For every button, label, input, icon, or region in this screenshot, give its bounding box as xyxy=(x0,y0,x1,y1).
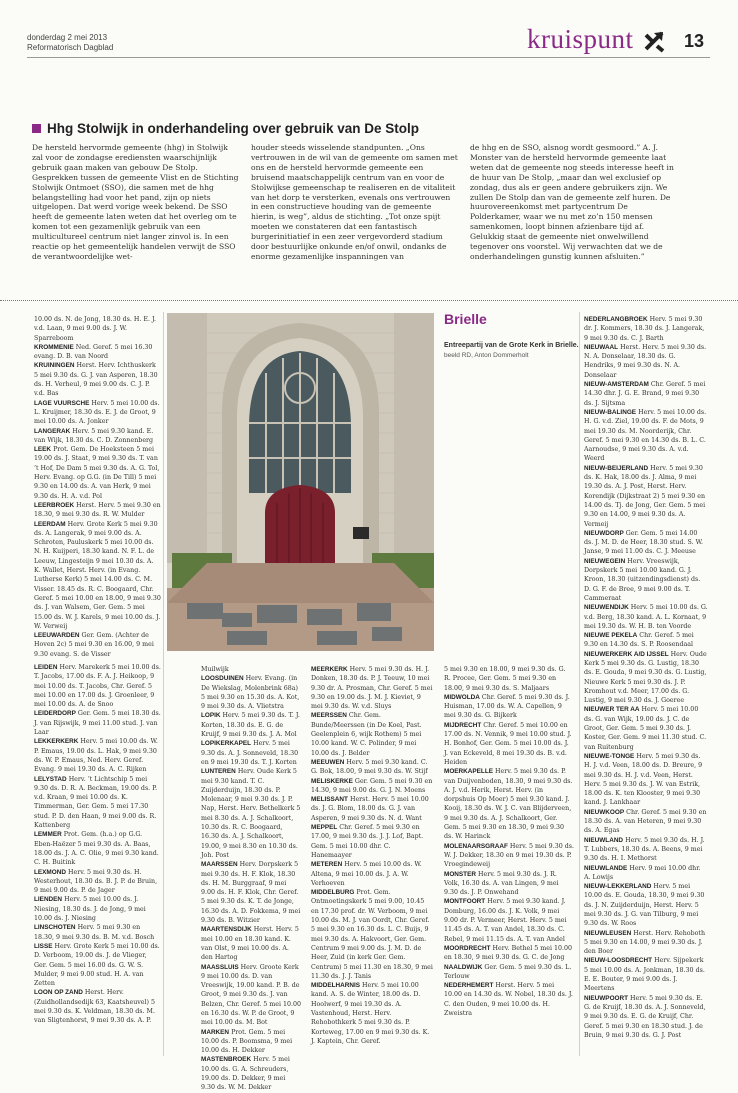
listing-text: Herv. 5 mei 10.00 ds. G. A. Schreuders, 19.00 ds. D. Dekker, 9 mei 9.30 ds. W. M. Dekker xyxy=(201,1056,290,1092)
listing-entry xyxy=(584,752,708,808)
listing-text: Chr. Geref. 5 mei 9.30 ds. J. Huisman, 17.00 ds. W. A. Capellen, 9 mei 9.30 ds. G. Bijkerk xyxy=(444,693,570,720)
listing-place: MIDDELHARNIS xyxy=(311,982,360,990)
listing-entry xyxy=(201,860,301,925)
listing-place: NEDERLANGBROEK xyxy=(584,316,648,323)
listing-place: METEREN xyxy=(311,861,343,869)
listing-entry xyxy=(34,775,161,831)
listing-place: MELISKERKE xyxy=(311,777,353,785)
listing-entry xyxy=(34,501,161,520)
listing-entry xyxy=(34,315,161,343)
listing-entry xyxy=(311,665,433,711)
listing-entry xyxy=(34,520,161,632)
listing-text: Herv. 5 mei 9.30 ds. J. R. Volk, 16.30 ds. A. van Lingen, 9 mei 9.30 ds. J. P. Onwehand xyxy=(444,870,559,897)
listing-place: MAARTENSDIJK xyxy=(201,926,252,934)
listing-place: LAGE VUURSCHE xyxy=(34,399,90,407)
listing-column-3 xyxy=(311,665,433,1059)
listing-text: Herst. Herv. 5 mei 9.30 ds. N. A. Donselaar, 18.30 ds. G. Hendriks, 9 mei 9.30 ds. N. A. Donselaar xyxy=(584,343,707,379)
listing-entry xyxy=(34,737,161,774)
listing-text: Herv. 5 mei 9.30 kand. E. van Wijk, 18.30 ds. C. D. Zonnenberg xyxy=(34,427,154,444)
listing-text: Herv. ’t Lichtschip 5 mei 9.30 ds. D. R. A. Beckman, 19.00 ds. P. v.d. Kraan, 9 mei 10.00 ds. K. Timmerman, Ger. Gem. 5 mei 17.30 stud. P. D. den Haan, 9 mei 9.00 ds. R. Kattenberg xyxy=(34,775,158,830)
listing-place: NIEUWLAND xyxy=(584,836,624,844)
listing-place: LEIDEN xyxy=(34,664,58,671)
listing-entry xyxy=(584,380,708,408)
listing-entry xyxy=(584,603,708,631)
listing-place: MOORDRECHT xyxy=(444,944,491,952)
listing-entry xyxy=(584,994,708,1040)
listing-text: Herv. Grote Kerk 5 mei 9.30 ds. A. Langerak, 9 mei 9.00 ds. A. Schroten, Pauluskerk 5 mei 10.00 ds. N. H. Kuijperi, 18.30 kand. N. F. L. de Leeuw, Lingesteijn 9 mei 10.30 ds. A. K. Wallet, Herst. Herv. (in Evang. Lutherse Kerk) 5 mei 14.00 ds. C. M. Visser. 18.45 ds. R. C. Boogaard, Chr. Geref. 5 mei 10.00 en 18.00, 9 mei 9.30 ds. J. van Walsem, Ger. Gem. 5 mei 15.00 ds. W. J. Karels, 9 mei 10.00 ds. J. W. Verweij xyxy=(34,520,161,630)
listing-place: NIEUWER TER AA xyxy=(584,706,640,714)
listing-text: Herst. Herv. Rehoboth 5 mei 9.30 en 14.00, 9 mei 9.30 ds. J. den Boer xyxy=(584,929,706,956)
listing-entry xyxy=(34,663,161,709)
listing-place: MIDDELBURG xyxy=(311,889,355,897)
listing-entry xyxy=(584,557,708,603)
listing-text: Herv. 5 mei 10.00 ds. H. G. v.d. Ziel, 19.00 ds. F. de Mots, 9 mei 19.30 ds. M. Noorderijk, Chr. Geref. 5 mei 9.30 en 14.30 ds. B. L. C. Aarnoudse, 9 mei 9.30 ds. A. v.d. Weerd xyxy=(584,408,707,463)
listing-place: MELISSANT xyxy=(311,796,348,804)
listing-entry xyxy=(584,705,708,751)
listing-text: Herst. Herv. Ichthuskerk 5 mei 9.30 ds. G. J. van Asperen, 18.30 ds. H. Verheul, 9 mei 9.00 ds. C. J. P. v.d. Bas xyxy=(34,362,158,398)
listing-entry xyxy=(34,942,161,988)
listing-column-2 xyxy=(201,665,302,1092)
listing-text: Herv. Marekerk 5 mei 10.00 ds. T. Jacobs, 17.00 ds. F. A. J. Heikoop, 9 mei 10.00 ds. T. Jacobs, Chr. Geref. 5 mei 10.00 en 17.00 ds. J. Groenleer, 9 mei 10.00 ds. A. de Snoo xyxy=(34,664,161,709)
listing-place: NIEUWLANDE xyxy=(584,864,628,872)
listing-place: LEXMOND xyxy=(34,868,66,876)
listing-entry xyxy=(584,464,708,529)
listing-text: Herv. 5 mei 10.00 kand. A. S. de Winter, 18.00 ds. D. Hoolwerf, 9 mei 19.30 ds. A. Vastenhoud, Herst. Herv. Rehobothkerk 5 mei 9.30 ds. P. Korteweg, 17.00 en 9 mei 9.30 ds. K. J. Kaptein, Chr. Geref. xyxy=(311,982,430,1045)
listing-entry xyxy=(584,929,708,957)
listing-place: NIEUW-BEIJERLAND xyxy=(584,464,649,472)
listing-text: Herv. Oude Kerk 5 mei 9.30 kand. T. C. Zuijderduijn, 18.30 ds. P. Molenaar, 9 mei 9.30 ds. J. P. Nap, Herst. Herv. Bethelkerk 5 mei 8.30 ds. A. J. Schalkoort, 10.30 ds. R. C. Boogaard, 16.30 ds. A. J. Schalkoort, 19.00, 9 mei 8.30 en 10.30 ds. Joh. Post xyxy=(201,768,301,859)
listing-entry xyxy=(201,665,301,674)
listing-text: 5 mei 9.30 en 18.00, 9 mei 9.30 ds. G. R. Procee, Ger. Gem. 5 mei 9.30 en 18.00, 9 mei 9.30 ds. S. Maljaars xyxy=(444,666,566,692)
column-rule xyxy=(163,312,164,1056)
listing-entry xyxy=(444,665,574,693)
church-entrance-photo xyxy=(167,313,434,651)
listing-column-5 xyxy=(584,315,708,1059)
listing-place: LEKKERKERK xyxy=(34,738,79,746)
listing-place: MONSTER xyxy=(444,870,476,878)
listing-place: NIEUW-BALINGE xyxy=(584,408,637,416)
listing-place: MEEUWEN xyxy=(311,758,345,766)
listing-text: Herv. 5 mei 9.30 en 18.30, 9 mei 9.30 ds. B. M. v.d. Bosch xyxy=(34,924,155,941)
listing-place: MAASSLUIS xyxy=(201,963,239,971)
column-rule xyxy=(579,312,580,1056)
listing-place: LOOSDUINEN xyxy=(201,675,244,683)
listing-entry xyxy=(34,361,161,398)
listing-place: NIEUWAAL xyxy=(584,343,619,351)
article-column-2: houder steeds wisselende standpunten. „Ons vertrouwen in de wil van de gemeente om samen met ons en de hersteld hervormde gemeente een bruisend maatschappelijk centrum van en voor de Stolwijkse gemeenschap te realiseren en de vitaliteit van het dorp te versterken, evenals ons vertrouwen in een constructieve houding van de gemeente hierin, is weg”, aldus de stichting. „Tot onze spijt moeten we constateren dat een fantastisch burgerinitiatief in een zeer vergevorderd stadium door bestuurlijke onkunde en/of onwil, ondanks de enorme gezamenlijke inspanningen van xyxy=(251,143,458,261)
listing-entry xyxy=(34,709,161,737)
listing-text: Chr. Geref. 5 mei 9.30 en 17.00, 9 mei 9.30 ds. J. J. Lof, Bapt. Gem. 5 mei 10.00 dhr. C. Hanemaayer xyxy=(311,824,424,859)
listing-place: MONTFOORT xyxy=(444,898,486,906)
listing-text: Herst. Herv. 5 mei 10.00 en 18.30 kand. K. van Olst, 9 mei 10.00 ds. A. den Hartog xyxy=(201,926,299,962)
listing-entry xyxy=(584,631,708,650)
listing-text: Herst. Herv. (Zuidhollandsedijk 63, Kaatsheuvel) 5 mei 9.30 ds. K. Veldman, 18.30 ds. M. van Sligtenhorst, 9 mei 9.30 ds. A. P. xyxy=(34,989,156,1025)
listing-entry xyxy=(444,963,574,982)
listing-entry xyxy=(444,721,574,767)
listing-entry xyxy=(34,895,161,923)
listing-text: Herv. 5 mei 9.30 ds. T. J. Korten, 18.30 ds. E. G. de Kruijf, 9 mei 9.30 ds. J. A. Mol xyxy=(201,712,300,739)
listing-entry xyxy=(444,870,574,898)
listing-entry xyxy=(34,830,161,867)
listing-place: NIEUW-LEKKERLAND xyxy=(584,883,652,891)
listing-text: Chr. Geref. 5 mei 10.00 en 17.00 ds. N. Vennik, 9 mei 10.00 stud. J. H. Bonhof, Ger. Gem. 5 mei 10.00 ds. J. J. van Eckeveld, 8 mei 19.30 ds. B. v.d. Heiden xyxy=(444,721,572,766)
listing-text: Ger. Gem. (Achter de Hoven 2c) 5 mei 9.30 en 16.00, 9 mei 9.30 evang. S. de Visser xyxy=(34,632,154,658)
listing-entry xyxy=(34,445,161,501)
listing-entry xyxy=(584,315,708,343)
listing-place: MEPPEL xyxy=(311,824,338,832)
listing-text: Herv. 5 mei 10.00 ds. L. Kruijmer, 18.30 ds. E. J. de Groot, 9 mei 10.00 ds. A. Jonker xyxy=(34,399,160,426)
headline-text: Hhg Stolwijk in onderhandeling over gebruik van De Stolp xyxy=(47,121,420,136)
listing-place: LEIDERDORP xyxy=(34,710,76,718)
listing-text: Ger. Gem. 5 mei 14.00 ds. J. M. D. de Heer, 18.30 stud. S. W. Janse, 9 mei 11.00 ds. C. J. Meeuse xyxy=(584,529,703,556)
listing-place: MEERKERK xyxy=(311,666,348,673)
listing-entry xyxy=(201,1028,301,1056)
listing-place: LEERDAM xyxy=(34,520,66,528)
listing-place: NEDERHEMERT xyxy=(444,982,494,990)
photo-credit: beeld RD, Anton Dommerholt xyxy=(444,352,529,359)
listing-entry xyxy=(311,758,433,777)
listing-entry xyxy=(584,650,708,706)
listing-entry xyxy=(584,956,708,993)
listing-text: Chr. Gem. Bunde/Meerssen (in De Koel, Past. Geelenplein 6, wijk Rothem) 5 mei 10.00 kand. W. C. Polinder, 9 mei 10.00 ds. J. Belder xyxy=(311,712,422,757)
listing-text: Herv. 5 mei 10.00 ds. J. Niesing, 18.30 ds. J. de Jong, 9 mei 10.00 ds. J. Niesing xyxy=(34,896,146,923)
listing-entry xyxy=(34,427,161,446)
listing-text: Herv. Grote Kerk 5 mei 10.00 ds. D. Verboom, 19.00 ds. J. de Vlieger, Ger. Gem. 5 mei 16.00 ds. G. W. S. Mulder, 9 mei 9.00 stud. H. A. van Zetten xyxy=(34,942,160,988)
listing-entry xyxy=(584,836,708,864)
listing-column-4 xyxy=(444,665,574,1059)
listing-text: Herv. Groote Kerk 9 mei 10.00 ds. D. van Vreeswijk, 19.00 kand. P. B. de Groot, 9 mei 9.30 ds. J. van Belzen, Chr. Geref. 5 mei 10.00 en 16.30 ds. W. P. de Groot, 9 mei 10.00 ds. M. Bot xyxy=(201,963,302,1027)
listing-column-1-bottom xyxy=(34,663,161,1059)
listing-column-1-top xyxy=(34,315,161,661)
photo-title: Brielle xyxy=(444,311,487,327)
listing-place: LELYSTAD xyxy=(34,775,67,783)
listing-entry xyxy=(34,868,161,896)
listing-entry xyxy=(34,988,161,1025)
listing-place: NIEUWE PEKELA xyxy=(584,632,638,640)
listing-text: Herv. Oude Kerk 5 mei 9.30 ds. G. Lustig, 18.30 ds. E. Gouda, 9 mei 9.30 ds. G. Lustig, Nieuwe Kerk 5 mei 9.30 ds. J. P. Kromhout v.d. Meer, 17.00 ds. G. Lustig, 9 mei 9.30 ds. J. Goeree xyxy=(584,650,707,705)
listing-place: MOLENAARSGRAAF xyxy=(444,842,508,850)
headline-marker-icon xyxy=(32,124,41,133)
listing-place: NIEUWEGEIN xyxy=(584,557,626,565)
listing-entry xyxy=(584,808,708,836)
listing-entry xyxy=(444,897,574,943)
listing-entry xyxy=(201,711,301,739)
listing-entry xyxy=(311,981,433,1046)
listing-place: LOPIKERKAPEL xyxy=(201,740,252,748)
listing-text: Herv. Evang. (in De Wiekslag, Molenbrink 68a) 5 mei 9.30 en 15.30 ds. A. Kot, 9 mei 9.30 ds. A. Vlietstra xyxy=(201,675,300,711)
listing-place: LOPIK xyxy=(201,712,221,720)
page-number: 13 xyxy=(684,31,705,51)
listing-place: MARKEN xyxy=(201,1028,230,1036)
listing-text: Herv. 5 mei 9.30 dr. J. Kommers, 18.30 ds. J. Langerak, 9 mei 9.30 ds. C. J. Barth xyxy=(584,316,705,342)
listing-text: Herv. 5 mei 9.30 ds. H. Westerhout, 18.30 ds. B. J. P. de Bruin, 9 mei 9.00 ds. P. de Jager xyxy=(34,868,158,895)
listing-place: MIJDRECHT xyxy=(444,721,482,729)
listing-text: Herv. 5 mei 9.30 ds. H. J. T. Lubbers, 18.30 ds. A. Beens, 9 mei 9.30 ds. H. I. Methorst xyxy=(584,836,705,863)
listing-text: Herv. 5 mei 10.00 ds. E. Gouda, 18.30, 9 mei 9.30 ds. J. N. Zuijderduijn, Herst. Herv. 5 mei 9.30 ds. J. G. van Tilburg, 9 mei 9.30 ds. W. Roos xyxy=(584,883,705,928)
header-rule xyxy=(27,57,710,58)
listing-place: NIEUW-LOOSDRECHT xyxy=(584,957,653,965)
listing-entry xyxy=(311,823,433,860)
listing-text: Ger. Gem. 5 mei 9.30 ds. L. Terlouw xyxy=(444,963,572,980)
listing-entry xyxy=(34,399,161,427)
article-headline xyxy=(32,121,419,136)
listing-entry xyxy=(201,674,301,711)
listing-place: NIEUWERKERK A/D IJSSEL xyxy=(584,650,669,658)
listing-place: LEMMER xyxy=(34,831,62,839)
listing-text: Chr. Geref. 5 mei 14.30 dhr. J. G. E. Brand, 9 mei 9.30 ds. J. Sijtsma xyxy=(584,381,706,407)
article-column-1: De hersteld hervormde gemeente (hhg) in Stolwijk zal voor de zondagse erediensten waarschijnlijk gebruik gaan maken van gebouw De Stolp. Gesprekken tussen de gemeente Vlist en de Stichting Stolwijk Ontmoet (SSO), die samen met de hhg belangstelling had voor het pand, zijn op niets uitgelopen. Dat werd vorige week bekend. De SSO heeft de gemeente laten weten dat het overleg om te komen tot een gezamenlijk gebruik van een multicultureel centrum niet langer zinvol is. In een reactie op het gemeentelijk handelen verwijt de SSO de verantwoordelijke wet- xyxy=(32,143,239,261)
listing-entry xyxy=(34,343,161,362)
listing-text: Prot. Gem. De Hoeksteen 5 mei 19.00 ds. J. Staat, 9 mei 9.30 ds. T. van ’t Hof, De Dam 5 mei 9.30 ds. A. G. Tol, Herv. Evang. op G.G. (in De Till) 5 mei 9.30 en 14.00 ds. A. van Herk, 9 mei 9.30 ds. H. A. v.d. Pol xyxy=(34,446,160,500)
listing-place: LIENDEN xyxy=(34,896,63,904)
article-column-3: de hhg en de SSO, alsnog wordt gesmoord.” A. J. Monster van de hersteld hervormde gemeente laat weten dat de gemeente nog steeds interesse heeft in de huur van De Stolp, „maar dan wel exclusief op zondag, dus als er geen andere gebruikers zijn. We zullen De Stolp dan van de gemeente zelf huren. De huurovereenkomst met partycentrum De Polderkamer, waar we nu met zo’n 150 mensen samenkomen, loopt binnen afzienbare tijd af. Gelukkig staat de gemeente niet onwelwillend tegenover ons voorstel. Wij verwachten dat we de onderhandelingen gunstig kunnen afsluiten.” xyxy=(470,143,674,261)
listing-place: LOON OP ZAND xyxy=(34,989,83,997)
listing-text: Chr. Geref. 5 mei 9.30 en 14.30 ds. S. P. Roosendaal xyxy=(584,632,694,649)
article-body xyxy=(32,143,712,262)
listing-text: Muilwijk xyxy=(201,666,229,673)
listing-entry xyxy=(34,631,161,659)
listing-entry xyxy=(584,864,708,883)
listing-entry xyxy=(201,739,301,767)
listing-text: Herv. 9 mei 10.00 dhr. A. Lowijs xyxy=(584,864,701,881)
listing-text: Herv. 5 mei 10.00 ds. W. Altena, 9 mei 10.00 ds. J. A. W. Verhoeven xyxy=(311,861,422,887)
listing-entry xyxy=(584,882,708,928)
listing-place: NIEUWDORP xyxy=(584,529,624,537)
header-date-block xyxy=(27,33,113,53)
listing-text: Herv. Sijpekerk 5 mei 10.00 ds. A. Jonkman, 18.30 ds. E. E. Bouter, 9 mei 9.00 ds. J. Meertens xyxy=(584,957,705,993)
listing-place: NIEUWKOOP xyxy=(584,808,625,816)
listing-place: NIEUW-AMSTERDAM xyxy=(584,381,649,389)
listing-entry xyxy=(201,767,301,860)
listing-entry xyxy=(584,343,708,380)
listing-place: LANGERAK xyxy=(34,427,71,435)
listing-place: MEERSSEN xyxy=(311,712,347,720)
listing-text: Herv. 5 mei 10.00 ds. G. van Wijk, 19.00 ds. J. C. de Groot, Ger. Gem. 5 mei 9.30 ds. J. Koster, Ger. Gem. 9 mei 11.30 stud. C. van Ruitenburg xyxy=(584,706,707,751)
section-title: kruispunt xyxy=(527,24,634,54)
listing-place: NIEUWPOORT xyxy=(584,994,629,1002)
listing-text: Ger. Gem. 5 mei 9.30 en 14.30, 9 mei 9.00 ds. G. J. N. Moens xyxy=(311,777,433,794)
listing-text: Herv. 5 mei 9.30 ds. W. J. Dekker, 18.30 en 9 mei 19.30 ds. P. Vroegindeweij xyxy=(444,842,574,869)
listing-entry xyxy=(311,888,433,981)
listing-text: Herv. 5 mei 9.30 kand. J. Domburg, 16.00 ds. J. K. Volk, 9 mei 9.00 dr. P. Vermeer, Herst. Herv. 5 mei 11.45 ds. A. T. van Andel, 18.30 ds. C. Rebel, 9 mei 11.15 ds. A. T. van Andel xyxy=(444,898,567,943)
listing-place: MIDWOLDA xyxy=(444,693,480,701)
listing-entry xyxy=(584,408,708,464)
listing-entry xyxy=(584,529,708,557)
listing-place: LEERBROEK xyxy=(34,501,75,509)
listing-place: LEEK xyxy=(34,446,52,454)
listing-place: NIEUWE-TONGE xyxy=(584,752,635,760)
listing-text: Herv. Bethel 5 mei 10.00 en 18.30, 9 mei 9.30 ds. G. C. de Jong xyxy=(444,944,573,962)
listing-text: Chr. Geref. 5 mei 9.30 en 18.30 ds. A. van Heteren, 9 mei 9.30 ds. A. Egas xyxy=(584,808,707,835)
listing-place: NAALDWIJK xyxy=(444,963,483,971)
listing-text: Prot. Gem. 5 mei 10.00 ds. P. Boomsma, 9 mei 10.00 ds. H. Dekker xyxy=(201,1028,293,1055)
listing-text: Herv. 5 mei 10.00 ds. G. v.d. Berg, 18.30 kand. A. L. Kornaat, 9 mei 19.30 ds. W. H. B. ten Voorde xyxy=(584,604,708,630)
listing-place: LEEUWARDEN xyxy=(34,632,80,640)
listing-text: Herv. Vreeswijk, Dorpskerk 5 mei 10.00 kand. G. J. Kroon, 18.30 (uitzendingsdienst) ds. D. G. F. de Bree, 9 mei 9.00 ds. T. Cammeraat xyxy=(584,557,701,602)
listing-entry xyxy=(444,693,574,721)
listing-text: 10.00 ds. N. de Jong, 18.30 ds. H. E. J. v.d. Laan, 9 mei 9.00 ds. J. W. Sparreboom xyxy=(34,316,156,342)
listing-text: Ger. Gem. 5 mei 18.30 ds. J. van Rijswijk, 9 mei 11.00 stud. J. van Laar xyxy=(34,710,161,737)
listing-place: LISSE xyxy=(34,942,53,950)
listing-entry xyxy=(201,925,301,962)
listing-entry xyxy=(34,923,161,942)
header-paper-name: Reformatorisch Dagblad xyxy=(27,43,114,52)
listing-text: Herv. 5 mei 10.00 ds. W. P. Emaus, 19.00 ds. L. Hak, 9 mei 9.30 ds. W. P. Emaus, Ned. Herv. Geref. Evang. 9 mei 19.30 ds. A. C. Rijken xyxy=(34,738,158,774)
listing-text: Herv. Dorpskerk 5 mei 9.30 ds. H. F. Klok, 18.30 ds. H. M. Burggraaf, 9 mei 9.00 ds. H. F. Klok, Chr. Geref. 5 mei 9.30 ds. K. T. de Jonge, 16.30 ds. A. D. Fokkema, 9 mei 9.30 ds. B. Witzier xyxy=(201,861,301,925)
listing-text: Herv. 5 mei 9.30 ds. H. J. v.d. Veen, 18.00 ds. D. Breure, 9 mei 9.30 ds. H. J. v.d. Veen, Herst. Herv. 5 mei 9.30 ds. J. W. van Estrik, 18.00 ds. K. ten Klooster, 9 mei 9.30 kand. J. Lankhaar xyxy=(584,752,703,807)
listing-entry xyxy=(311,860,433,888)
listing-place: KROMMENIE xyxy=(34,343,74,351)
listing-place: LUNTEREN xyxy=(201,768,236,776)
listing-place: NIEUWENDIJK xyxy=(584,604,629,612)
listing-entry xyxy=(444,981,574,1018)
listing-text: Herst. Herv. 5 mei 9.30 en 18.30, 9 mei 9.30 ds. R. W. Mulder xyxy=(34,501,161,519)
listing-entry xyxy=(444,944,574,963)
caption-text: Entreepartij van de Grote Kerk in Brielle. xyxy=(444,342,579,349)
listing-place: MOERKAPELLE xyxy=(444,768,493,776)
header-date: donderdag 2 mei 2013 xyxy=(27,33,108,42)
listing-entry xyxy=(311,711,433,757)
listing-text: Herv. 5 mei 9.30 kand. C. G. Bok, 18.00, 9 mei 9.30 ds. W. Stijf xyxy=(311,758,428,776)
listing-entry xyxy=(201,963,301,1028)
cross-arrow-icon xyxy=(643,30,667,52)
listing-place: MASTENBROEK xyxy=(201,1056,252,1064)
listing-text: Prot. Gem. Ontmoetingskerk 5 mei 9.00, 10.45 en 17.30 prof. dr. W. Verboom, 9 mei 10.00 ds. M. J. van Oordt, Chr. Geref. 5 mei 9.30 en 16.30 ds. L. C. Buijs, 9 mei 9.30 ds. A. Hakvoort, Ger. Gem. Centrum 9 mei 9.00 ds. J. M. D. de Heer, Zuid (in kerk Ger. Gem. Centrum) 5 mei 11.30 en 18.30, 9 mei 11.30 ds. J. J. Tanis xyxy=(311,889,433,980)
listing-entry xyxy=(311,777,433,796)
listing-text: Herv. 5 mei 9.30 ds. K. Hak, 18.00 ds. J. Alma, 9 mei 19.30 ds. A. J. Post, Herst. Herv. Korendijk (Dijkstraat 2) 5 mei 9.30 en 14.00 ds. Tj. de Jong, Ger. Gem. 5 mei 9.30 en 14.00, 9 mei 9.30 ds. A. Vermeij xyxy=(584,464,706,528)
listing-text: Ned. Geref. 5 mei 16.30 evang. D. B. van Noord xyxy=(34,343,153,361)
section-divider xyxy=(0,300,738,301)
listing-text: Herv. 5 mei 9.30 ds. A. J. Sonneveld, 18.30 en 9 mei 19.30 ds. T. J. Korten xyxy=(201,740,299,766)
listing-place: MAARSSEN xyxy=(201,861,238,869)
listing-text: Herv. 5 mei 9.30 ds. H. J. Donken, 18.30 ds. P. J. Teeuw, 10 mei 9.30 dr. A. Prosman, Chr. Geref. 5 mei 9.30 en 19.00 ds. J. M. J. Kieviet, 9 mei 9.30 ds. W. v.d. Sluys xyxy=(311,666,433,711)
listing-place: NIEUWLEUSEN xyxy=(584,929,632,937)
listing-text: Herv. 5 mei 9.30 ds. E. G. de Kruijf, 18.30 ds. A. J. Sonneveld, 9 mei 9.30 ds. E. G. de Kruijf, Chr. Geref. 5 mei 9.30 en 18.30 stud. J. de Bruin, 9 mei 9.30 ds. G. J. Post xyxy=(584,994,706,1039)
listing-text: Herst. Herv. 5 mei 10.00 en 14.30 ds. W. Nobel, 18.30 ds. J. C. den Ouden, 9 mei 10.00 ds. H. Zweistra xyxy=(444,982,573,1017)
listing-text: Herv. 5 mei 9.30 ds. P. van Duijvenboden, 18.30, 9 mei 9.30 ds. A. J. v.d. Herik, Herst. Herv. (in dorpshuis Op Moer) 5 mei 9.30 kand. J. Kooij, 18.30 ds. W. J. C. van Blijderveen, 9 mei 9.30 ds. A. J. Schalkoort, Ger. Gem. 5 mei 9.30 en 18.30, 9 mei 9.30 ds. W. Harinck xyxy=(444,768,573,841)
listing-entry xyxy=(444,767,574,841)
listing-entry xyxy=(444,842,574,870)
photo-caption xyxy=(444,341,579,361)
listing-text: Herst. Herv. 5 mei 10.00 ds. J. G. Blom, 18.00 ds. G. J. van Asperen, 9 mei 9.30 ds. N. d. Want xyxy=(311,796,429,822)
listing-place: LINSCHOTEN xyxy=(34,924,76,932)
listing-entry xyxy=(201,1055,301,1092)
listing-place: KRUININGEN xyxy=(34,362,75,370)
listing-text: Prot. Gem. (h.a.) op G.G. Eben-Haëzer 5 mei 9.30 ds. A. Baas, 18.00 ds. J. A. C. Olie, 9 mei 9.30 kand. C. H. Buitink xyxy=(34,831,159,867)
listing-entry xyxy=(311,795,433,823)
